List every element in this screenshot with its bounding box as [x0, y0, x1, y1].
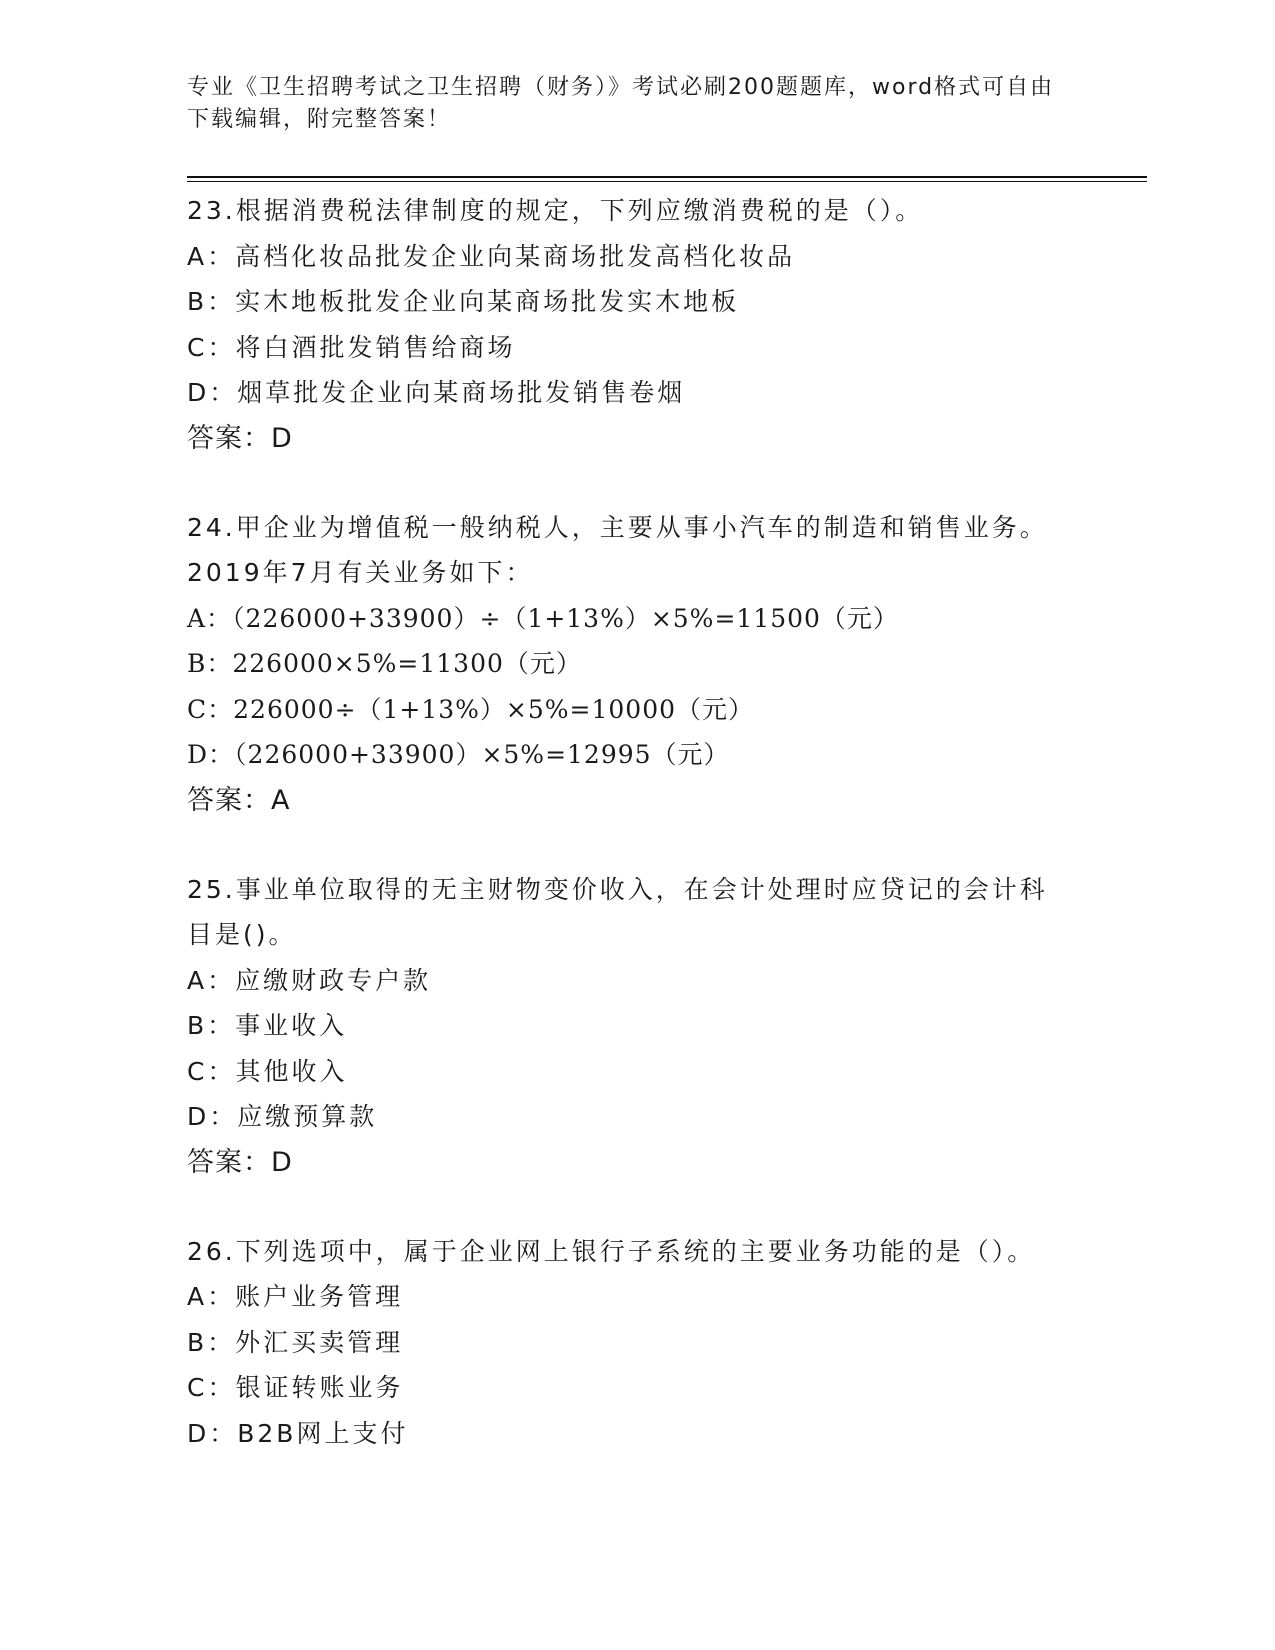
question-stem-continued: 目是()。 — [187, 920, 297, 949]
header-rule-thick — [187, 176, 1147, 178]
option-a: A：账户业务管理 — [187, 1282, 404, 1311]
option-c: C：银证转账业务 — [187, 1373, 404, 1402]
question-24 — [187, 505, 1147, 824]
option-b: B：事业收入 — [187, 1011, 348, 1040]
question-25 — [187, 867, 1147, 1186]
option-b: B：实木地板批发企业向某商场批发实木地板 — [187, 287, 740, 316]
question-23 — [187, 188, 1147, 462]
option-c: C：将白酒批发销售给商场 — [187, 332, 516, 362]
question-stem: 26.下列选项中，属于企业网上银行子系统的主要业务功能的是（）。 — [187, 1236, 1036, 1266]
answer-line: 答案：D — [187, 422, 293, 454]
answer-line: 答案：A — [187, 784, 291, 816]
option-a: A：（226000+33900）÷（1+13%）×5%=11500（元） — [187, 603, 899, 633]
question-stem-continued: 2019年7月有关业务如下： — [187, 558, 534, 587]
question-stem: 23.根据消费税法律制度的规定，下列应缴消费税的是（）。 — [187, 196, 924, 225]
option-b: B：226000×5%=11300（元） — [187, 649, 582, 678]
option-d: D：应缴预算款 — [187, 1102, 378, 1131]
header-rule-thin — [187, 181, 1147, 182]
option-d: D：烟草批发企业向某商场批发销售卷烟 — [187, 378, 686, 407]
option-c: C：226000÷（1+13%）×5%=10000（元） — [187, 694, 755, 724]
option-b: B：外汇买卖管理 — [187, 1327, 404, 1357]
option-d: D：B2B网上支付 — [187, 1418, 409, 1448]
questions-list — [187, 188, 1147, 1456]
document-header: 专业《卫生招聘考试之卫生招聘（财务）》考试必刷200题题库，word格式可自由下载编辑，附完整答案！ — [187, 75, 1055, 132]
question-stem: 25.事业单位取得的无主财物变价收入，在会计处理时应贷记的会计科 — [187, 874, 1048, 904]
option-a: A：高档化妆品批发企业向某商场批发高档化妆品 — [187, 241, 796, 271]
option-d: D：（226000+33900）×5%=12995（元） — [187, 740, 730, 769]
option-c: C：其他收入 — [187, 1056, 348, 1086]
question-26 — [187, 1229, 1147, 1457]
question-stem: 24.甲企业为增值税一般纳税人，主要从事小汽车的制造和销售业务。 — [187, 512, 1048, 542]
option-a: A：应缴财政专户款 — [187, 965, 432, 995]
answer-line: 答案：D — [187, 1146, 293, 1178]
